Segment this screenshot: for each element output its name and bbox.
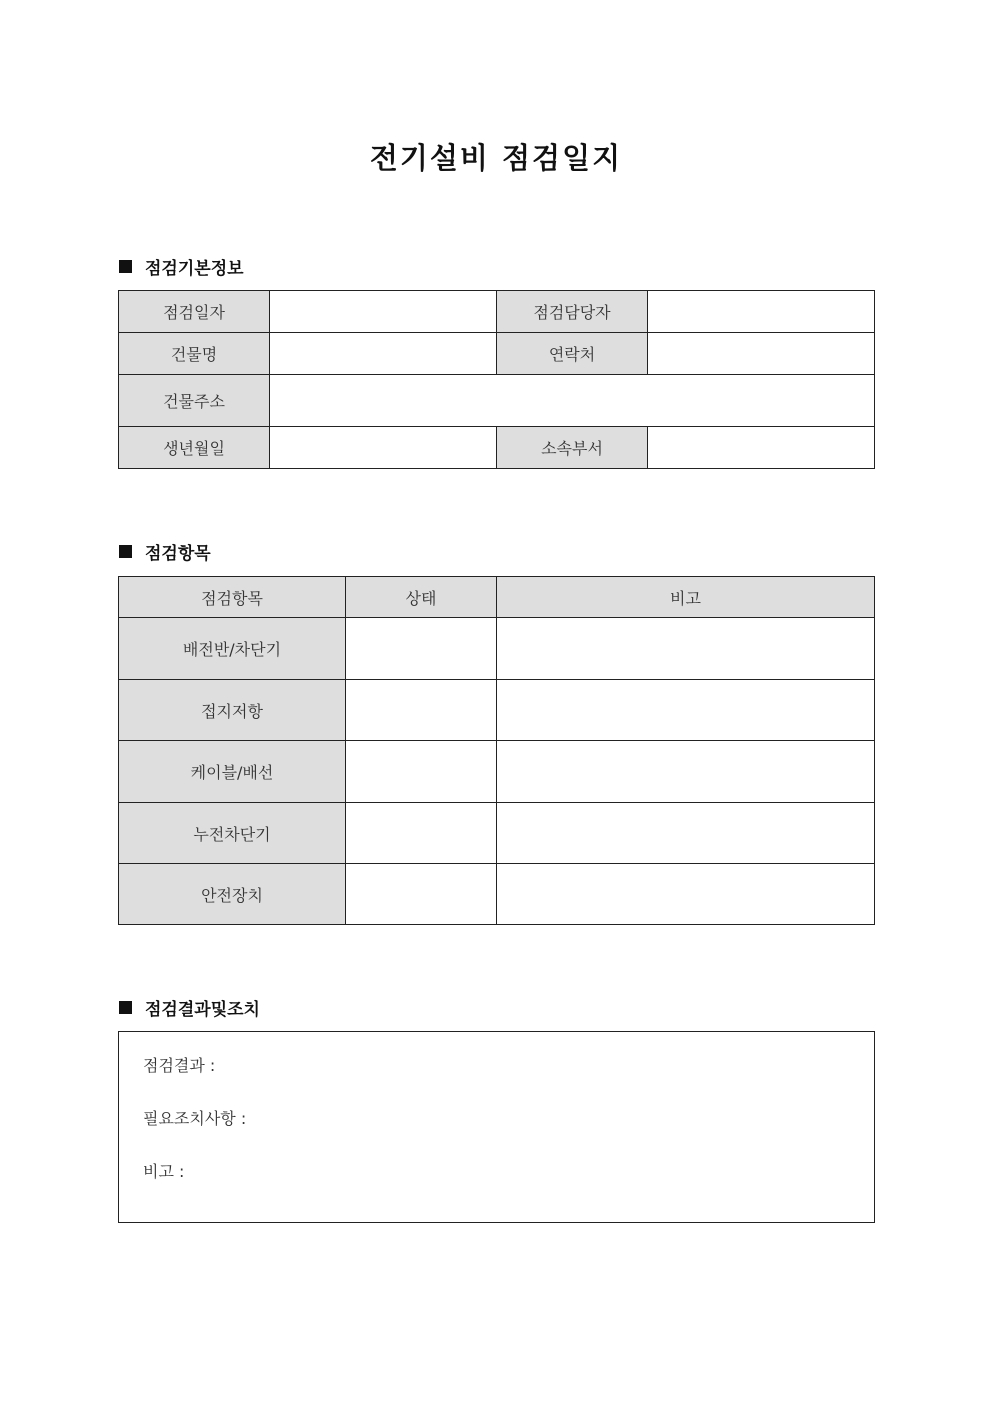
item-label: 접지저항 (119, 680, 346, 741)
square-bullet-icon (119, 260, 132, 273)
table-row (119, 741, 875, 803)
birth-date-field[interactable] (270, 427, 497, 469)
label-inspector: 점검담당자 (497, 291, 648, 333)
status-field[interactable] (346, 864, 497, 925)
inspection-date-field[interactable] (270, 291, 497, 333)
label-contact: 연락처 (497, 333, 648, 375)
label-building-address: 건물주소 (119, 375, 270, 427)
label-birth-date: 생년월일 (119, 427, 270, 469)
inspector-field[interactable] (648, 291, 875, 333)
table-row (119, 680, 875, 741)
label-building-name: 건물명 (119, 333, 270, 375)
table-row (119, 618, 875, 680)
section-title: 점검기본정보 (145, 259, 244, 279)
remarks-field[interactable] (497, 741, 875, 803)
status-field[interactable] (346, 741, 497, 803)
label-inspection-date: 점검일자 (119, 291, 270, 333)
item-label: 배전반/차단기 (119, 618, 346, 680)
item-label: 안전장치 (119, 864, 346, 925)
remarks-field[interactable] (497, 864, 875, 925)
page-title: 전기설비 점검일지 (369, 141, 623, 175)
section-heading-items (119, 539, 211, 564)
building-name-field[interactable] (270, 333, 497, 375)
status-field[interactable] (346, 618, 497, 680)
remarks-field[interactable] (497, 680, 875, 741)
building-address-field[interactable] (270, 375, 875, 427)
label-department: 소속부서 (497, 427, 648, 469)
result-line: 점검결과 : (143, 1056, 216, 1075)
square-bullet-icon (119, 545, 132, 558)
header-remarks: 비고 (497, 577, 875, 618)
inspection-items-table (118, 576, 875, 925)
remarks-field[interactable] (497, 803, 875, 864)
section-heading-basic (119, 254, 244, 279)
section-title: 점검결과및조치 (145, 1000, 260, 1020)
remarks-field[interactable] (497, 618, 875, 680)
department-field[interactable] (648, 427, 875, 469)
table-row (119, 803, 875, 864)
status-field[interactable] (346, 803, 497, 864)
square-bullet-icon (119, 1001, 132, 1014)
section-title: 점검항목 (145, 544, 211, 564)
header-item: 점검항목 (119, 577, 346, 618)
item-label: 누전차단기 (119, 803, 346, 864)
remarks-line: 비고 : (143, 1162, 185, 1181)
action-line: 필요조치사항 : (143, 1109, 247, 1128)
table-row (119, 864, 875, 925)
result-box[interactable] (118, 1031, 875, 1223)
header-status: 상태 (346, 577, 497, 618)
basic-info-table (118, 290, 875, 469)
contact-field[interactable] (648, 333, 875, 375)
section-heading-result (119, 995, 260, 1020)
status-field[interactable] (346, 680, 497, 741)
item-label: 케이블/배선 (119, 741, 346, 803)
